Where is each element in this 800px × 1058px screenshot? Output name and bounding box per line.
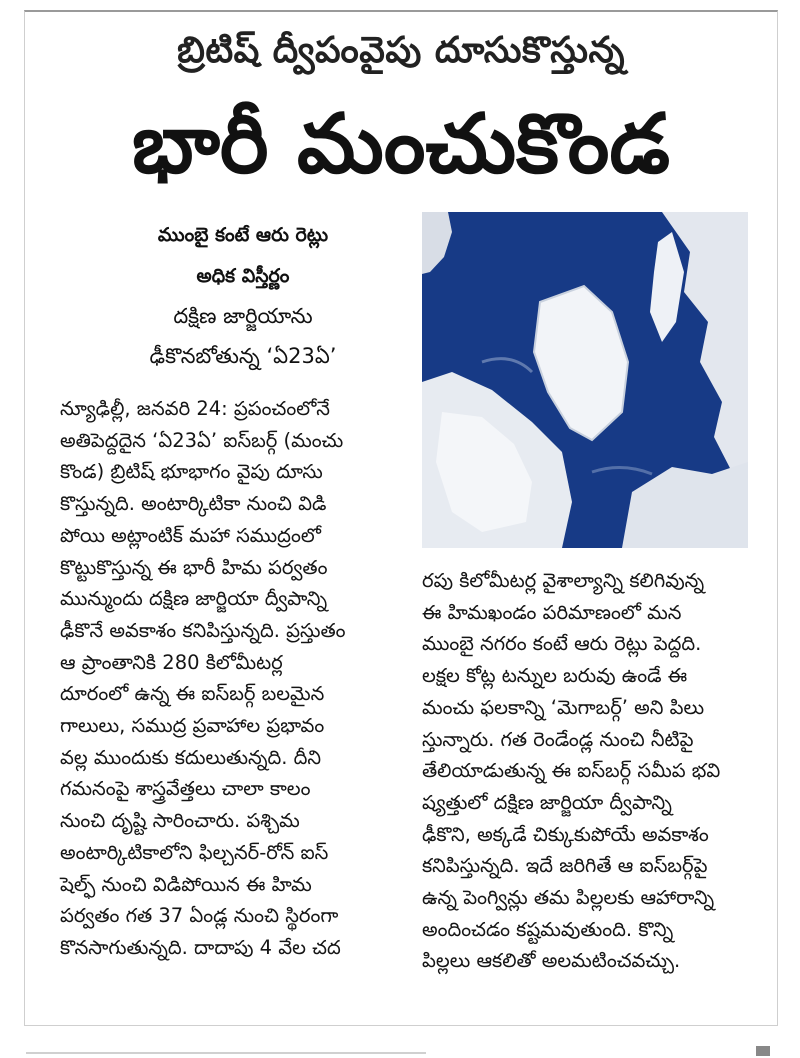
body-line: కొట్టుకొస్తున్న ఈ భారీ హిమ పర్వతం bbox=[60, 555, 328, 579]
article-kicker: బ్రిటిష్ ద్వీపంవైపు దూసుకొస్తున్న bbox=[177, 30, 625, 71]
subhead-4: ఢీకొనబోతున్న ‘ఏ23ఏ’ bbox=[149, 344, 337, 368]
body-line: ఢీకొనే అవకాశం కనిపిస్తున్నది. ప్రస్తుతం bbox=[60, 618, 346, 642]
body-line: ఉన్న పెంగ్విన్లు తమ పిల్లలకు ఆహారాన్ని bbox=[422, 886, 715, 910]
body-line: కనిపిస్తున్నది. ఇదే జరిగితే ఆ ఐస్‌బర్గ్‌పై bbox=[422, 854, 708, 878]
page-corner-mark bbox=[756, 1046, 770, 1056]
body-line: స్తున్నారు. గత రెండేండ్ల నుంచి నీటిపై bbox=[422, 727, 694, 751]
body-line: ఆ ప్రాంతానికి 280 కిలోమీటర్ల bbox=[60, 650, 283, 674]
body-line: పోయి అట్లాంటిక్ మహా సముద్రంలో bbox=[60, 523, 321, 547]
body-line: న్యూఢిల్లీ, జనవరి 24: ప్రపంచంలోనే bbox=[60, 397, 330, 420]
body-line: ఢీకొని, అక్కడే చిక్కుకుపోయే అవకాశం bbox=[422, 822, 709, 846]
body-line: లక్షల కోట్ల టన్నుల బరువు ఉండే ఈ bbox=[422, 664, 688, 688]
body-line: ఈ హిమఖండం పరిమాణంలో మన bbox=[422, 600, 682, 624]
body-line: పర్వతం గత 37 ఏండ్ల నుంచి స్థిరంగా bbox=[60, 904, 339, 928]
body-line: కొనసాగుతున్నది. దాదాపు 4 వేల చద bbox=[60, 935, 341, 959]
subhead-1: ముంబై కంటే ఆరు రెట్లు bbox=[157, 224, 329, 246]
body-line: నుంచి దృష్టి సారించారు. పశ్చిమ bbox=[60, 809, 300, 833]
body-line: వల్ల ముందుకు కదులుతున్నది. దీని bbox=[60, 745, 322, 769]
iceberg-illustration bbox=[422, 212, 748, 548]
body-line: మున్ముందు దక్షిణ జార్జియా ద్వీపాన్ని bbox=[60, 587, 328, 611]
body-line: ముంబై నగరం కంటే ఆరు రెట్లు పెద్దది. bbox=[422, 632, 702, 656]
article-body-left bbox=[60, 393, 406, 964]
body-line: షెల్ఫ్ నుంచి విడిపోయిన ఈ హిమ bbox=[60, 872, 312, 896]
body-line: దూరంలో ఉన్న ఈ ఐస్‌బర్గ్ బలమైన bbox=[60, 682, 325, 706]
body-line: గమనంపై శాస్త్రవేత్తలు చాలా కాలం bbox=[60, 777, 311, 801]
body-line: పిల్లలు ఆకలితో అలమటించవచ్చు. bbox=[422, 949, 681, 973]
article-body-right bbox=[422, 565, 752, 977]
article-subheads bbox=[88, 224, 398, 374]
body-line: కొండ) బ్రిటిష్ భూభాగం వైపు దూసు bbox=[60, 460, 323, 484]
article-headline: భారీ మంచుకొండ bbox=[131, 97, 670, 192]
subhead-2: అధిక విస్తీర్ణం bbox=[196, 265, 290, 287]
body-line: మంచు ఫలకాన్ని ‘మెగాబర్గ్’ అని పిలు bbox=[422, 695, 705, 719]
body-line: గాలులు, సముద్ర ప్రవాహాల ప్రభావం bbox=[60, 714, 325, 738]
body-line: అంటార్కిటికాలోని ఫిల్చనర్-రోన్ ఐస్ bbox=[60, 840, 329, 864]
body-line: రపు కిలోమీటర్ల వైశాల్యాన్ని కలిగివున్న bbox=[422, 569, 705, 592]
body-line: తేలియాడుతున్న ఈ ఐస్‌బర్గ్ సమీప భవి bbox=[422, 759, 721, 783]
body-line: అతిపెద్దదైన ‘ఏ23ఏ’ ఐస్‌బర్గ్ (మంచు bbox=[60, 428, 344, 452]
body-line: కొస్తున్నది. అంటార్కిటికా నుంచి విడి bbox=[60, 492, 327, 516]
body-line: ష్యత్తులో దక్షిణ జార్జియా ద్వీపాన్ని bbox=[422, 790, 672, 814]
subhead-3: దక్షిణ జార్జియాను bbox=[173, 304, 313, 328]
iceberg-satellite-photo bbox=[422, 212, 748, 548]
page-divider bbox=[26, 1052, 426, 1054]
body-line: అందించడం కష్టమవుతుంది. కొన్ని bbox=[422, 917, 674, 941]
